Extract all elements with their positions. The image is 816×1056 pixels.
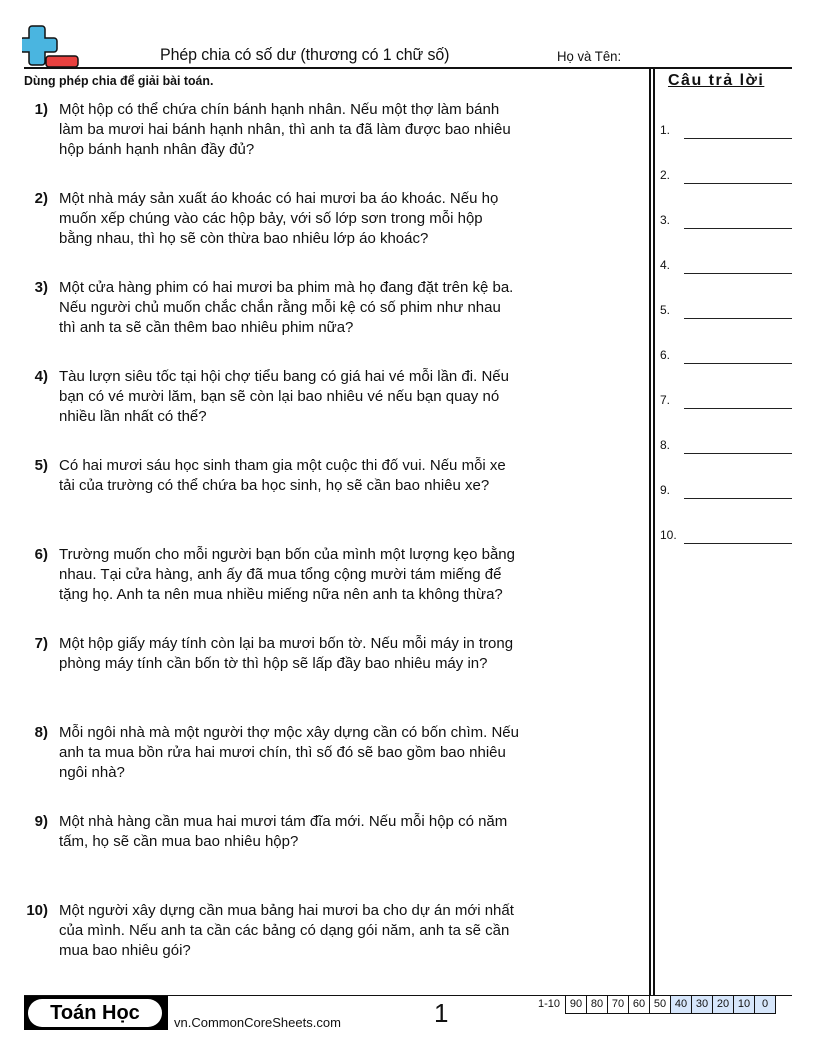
answer-row-3 bbox=[660, 209, 792, 229]
answer-number: 5. bbox=[660, 303, 671, 317]
header-rule bbox=[24, 67, 792, 69]
answer-row-1 bbox=[660, 119, 792, 139]
answer-blank[interactable] bbox=[684, 138, 792, 139]
answer-number: 1. bbox=[660, 123, 671, 137]
worksheet-title: Phép chia có số dư (thương có 1 chữ số) bbox=[160, 45, 450, 64]
answer-blank[interactable] bbox=[684, 183, 792, 184]
score-cell: 90 bbox=[566, 996, 587, 1013]
question-number: 3) bbox=[34, 279, 48, 296]
name-label: Họ và Tên: bbox=[557, 48, 622, 64]
answer-row-2 bbox=[660, 164, 792, 184]
score-cell: 20 bbox=[713, 996, 734, 1013]
answer-number: 2. bbox=[660, 168, 671, 182]
column-divider bbox=[649, 69, 655, 995]
site-url[interactable]: vn.CommonCoreSheets.com bbox=[174, 1015, 341, 1030]
question-text: Có hai mươi sáu học sinh tham gia một cuộc thi đố vui. Nếu mỗi xe tải của trường có thể chứa ba học sinh, họ sẽ cần bao nhiêu xe? bbox=[59, 457, 506, 494]
score-cell: 70 bbox=[608, 996, 629, 1013]
score-cell: 60 bbox=[629, 996, 650, 1013]
answers-title: Câu trả lời bbox=[668, 72, 765, 89]
question-number: 1) bbox=[34, 101, 48, 118]
score-cell: 10 bbox=[734, 996, 755, 1013]
answer-blank[interactable] bbox=[684, 318, 792, 319]
answer-blank[interactable] bbox=[684, 453, 792, 454]
answer-blank[interactable] bbox=[684, 363, 792, 364]
answer-blank[interactable] bbox=[684, 498, 792, 499]
answer-row-5 bbox=[660, 299, 792, 319]
question-text: Một nhà hàng cần mua hai mươi tám đĩa mới. Nếu mỗi hộp có năm tấm, họ sẽ cần mua bao nhiêu hộp? bbox=[59, 813, 508, 850]
answer-number: 10. bbox=[660, 528, 677, 542]
answer-blank[interactable] bbox=[684, 543, 792, 544]
answer-row-8 bbox=[660, 434, 792, 454]
score-cell: 80 bbox=[587, 996, 608, 1013]
question-text: Một hộp giấy máy tính còn lại ba mươi bốn tờ. Nếu mỗi máy in trong phòng máy tính cần bốn tờ thì hộp sẽ lấp đầy bao nhiêu máy in? bbox=[59, 635, 514, 672]
score-table bbox=[565, 996, 776, 1014]
answer-blank[interactable] bbox=[684, 408, 792, 409]
answer-number: 4. bbox=[660, 258, 671, 272]
question-number: 8) bbox=[34, 724, 48, 741]
answer-number: 8. bbox=[660, 438, 671, 452]
instructions: Dùng phép chia để giải bài toán. bbox=[24, 73, 214, 88]
score-range-label: 1-10 bbox=[537, 998, 560, 1010]
score-cell: 30 bbox=[692, 996, 713, 1013]
question-text: Một người xây dựng cần mua bảng hai mươi ba cho dự án mới nhất của mình. Nếu anh ta cần các bảng có dạng gói năm, anh ta sẽ cần mua bao nhiêu gói? bbox=[59, 902, 514, 959]
score-cell: 50 bbox=[650, 996, 671, 1013]
answer-blank[interactable] bbox=[684, 228, 792, 229]
math-logo-icon bbox=[22, 24, 80, 70]
question-text: Một hộp có thể chứa chín bánh hạnh nhân. Nếu một thợ làm bánh làm ba mươi hai bánh hạnh nhân, thì anh ta đã làm được bao nhiêu hộp bánh hạnh nhân đầy đủ? bbox=[59, 101, 511, 158]
question-number: 5) bbox=[34, 457, 48, 474]
answer-number: 6. bbox=[660, 348, 671, 362]
score-cell: 40 bbox=[671, 996, 692, 1013]
answer-row-6 bbox=[660, 344, 792, 364]
question-text: Một nhà máy sản xuất áo khoác có hai mươi ba áo khoác. Nếu họ muốn xếp chúng vào các hộp bảy, với số lớp sơn trong mỗi hộp bằng nhau, thì họ sẽ còn thừa bao nhiêu lớp áo khoác? bbox=[59, 190, 499, 247]
answer-number: 7. bbox=[660, 393, 671, 407]
brand-label: Toán Học bbox=[28, 999, 162, 1027]
question-number: 4) bbox=[34, 368, 48, 385]
question-text: Trường muốn cho mỗi người bạn bốn của mình một lượng kẹo bằng nhau. Tại cửa hàng, anh ấy đã mua tổng cộng mười tám miếng để tặng họ. Anh ta nên mua nhiều miếng nữa nên anh ta không thừa? bbox=[59, 546, 515, 603]
question-text: Tàu lượn siêu tốc tại hội chợ tiểu bang có giá hai vé mỗi lần đi. Nếu bạn có vé mười lăm, bạn sẽ còn lại bao nhiêu vé nếu bạn quay nó nhiều lần nhất có thể? bbox=[59, 368, 509, 425]
answer-row-7 bbox=[660, 389, 792, 409]
question-text: Mỗi ngôi nhà mà một người thợ mộc xây dựng cần có bốn chìm. Nếu anh ta mua bồn rửa hai mươi chín, thì số đó sẽ bao gồm bao nhiêu ngôi nhà? bbox=[59, 724, 519, 781]
answer-number: 9. bbox=[660, 483, 671, 497]
question-number: 9) bbox=[34, 813, 48, 830]
page-number: 1 bbox=[434, 998, 449, 1028]
answer-row-9 bbox=[660, 479, 792, 499]
answer-number: 3. bbox=[660, 213, 671, 227]
question-number: 10) bbox=[26, 902, 48, 919]
answer-row-10 bbox=[660, 524, 792, 544]
answer-blank[interactable] bbox=[684, 273, 792, 274]
question-number: 7) bbox=[34, 635, 48, 652]
answer-row-4 bbox=[660, 254, 792, 274]
question-number: 2) bbox=[34, 190, 48, 207]
question-text: Một cửa hàng phim có hai mươi ba phim mà họ đang đặt trên kệ ba. Nếu người chủ muốn chắc chắn rằng mỗi kệ có số phim như nhau thì anh ta sẽ cần thêm bao nhiêu phim nữa? bbox=[59, 279, 514, 336]
score-cell: 0 bbox=[755, 996, 776, 1013]
question-number: 6) bbox=[34, 546, 48, 563]
